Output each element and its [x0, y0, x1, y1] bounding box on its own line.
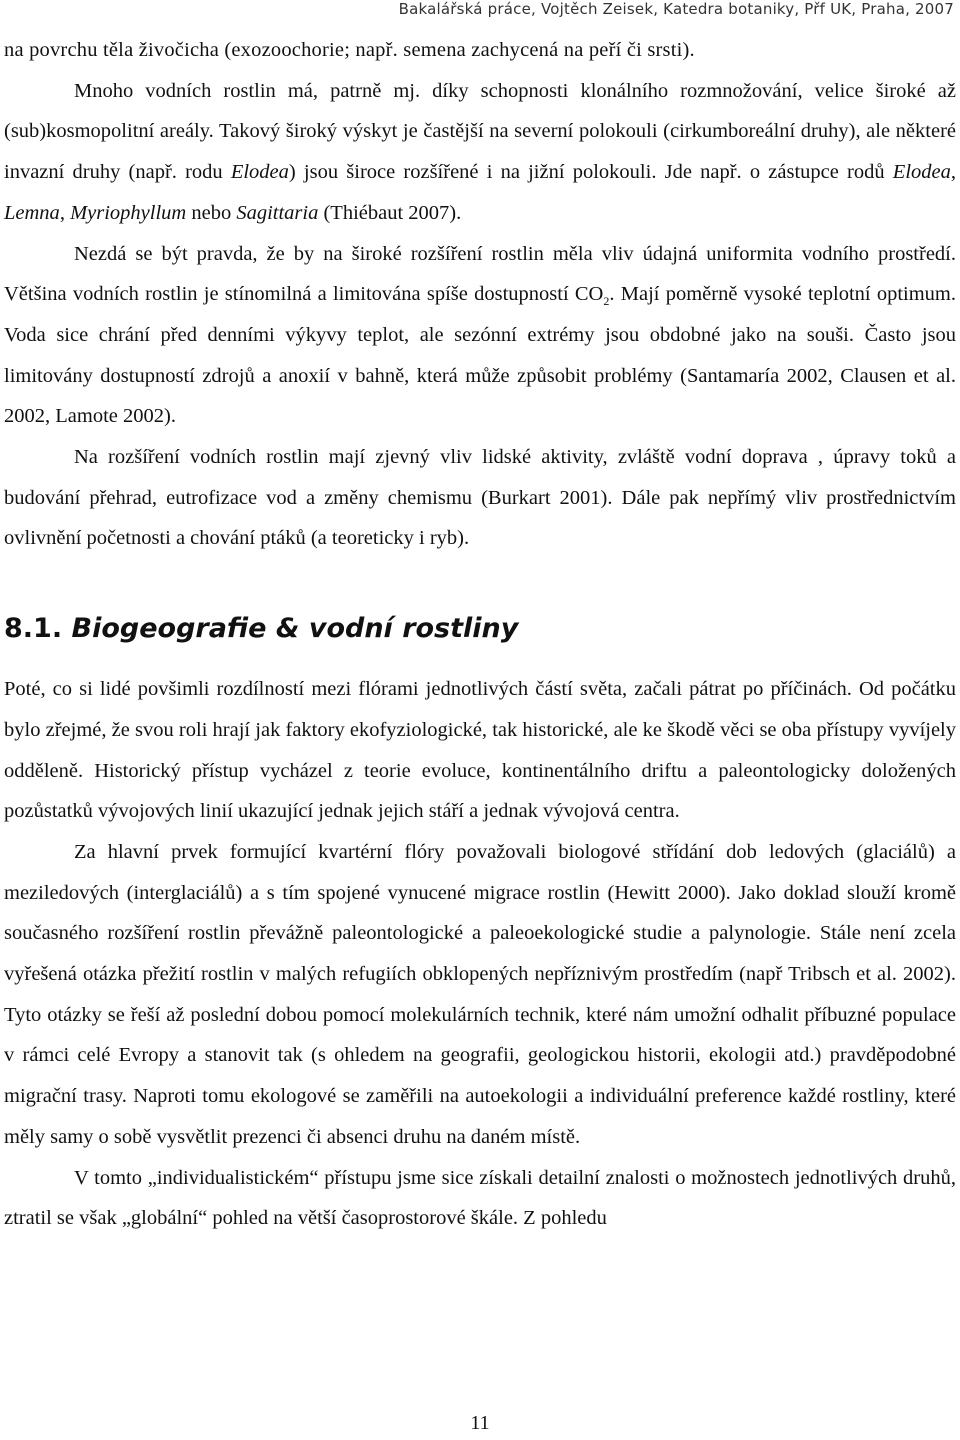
- paragraph-text: (Thiébaut 2007).: [318, 201, 462, 224]
- paragraph-human-impact: [4, 437, 956, 559]
- paragraph-text: Mnoho vodních rostlin má, patrně mj. díky schopnosti klonálního rozmnožování, velice široké až (sub)kosmopolitní areály. Takový široký výskyt je častější na severní polokouli (cirkumboreální druhy), ale některé invazní druhy (např. rodu: [4, 79, 956, 184]
- taxon-name: Elodea: [892, 161, 951, 184]
- section-number: 8.1.: [4, 613, 63, 645]
- paragraph-text: ,: [59, 201, 71, 224]
- paragraph-individualistic: V tomto „individualistickém“ přístupu jsme sice získali detailní znalosti o možnostech jednotlivých druhů, ztratil se však „globální“ pohled na větší časoprostorové škále. Z pohledu: [4, 1166, 956, 1230]
- taxon-name: Elodea: [230, 161, 289, 184]
- page-content: [4, 30, 956, 1239]
- paragraph-text: Na rozšíření vodních rostlin mají zjevný vliv lidské aktivity, zvláště vodní doprava , úpravy toků a budování přehrad, eutrofizace vod a změny chemismu (Burkart 2001). Dále pak nepřímý vliv prostřednictvím ovlivnění početnosti a chování ptáků (a teoreticky i ryb).: [4, 446, 956, 550]
- paragraph-distribution: [4, 71, 956, 234]
- taxon-name: Myriophyllum: [70, 201, 187, 224]
- section-title: Biogeografie & vodní rostliny: [71, 613, 519, 645]
- paragraph-text: ) jsou široce rozšířené i na jižní polokouli. Jde např. o zástupce rodů: [288, 161, 893, 184]
- subscript: 2: [603, 294, 610, 309]
- paragraph-biogeography-intro: Poté, co si lidé povšimli rozdílností mezi flórami jednotlivých částí světa, začali pátrat po příčinách. Od počátku bylo zřejmé, že svou roli hrají jak faktory ekofyziologické, tak historické, ale ke škodě věci se oba přístupy vyvíjely odděleně. Historický přístup vycházel z teorie evoluce, kontinentálního driftu a paleontologicky doložených pozůstatků vývojových linií ukazující jednak jejich stáří a jednak vývojová centra.: [4, 678, 956, 823]
- paragraph-text: na povrchu těla živočicha (exozoochorie; např. semena zachycená na peří či srsti).: [4, 39, 695, 61]
- paragraph-text: Nezdá se být pravda, že by na široké rozšíření rostlin měla vliv údajná uniformita vodního prostředí. Většina vodních rostlin je stínomilná a limitována spíše dostupností CO: [4, 242, 956, 306]
- section-heading: [4, 607, 956, 651]
- taxon-name: Lemna: [4, 201, 60, 224]
- paragraph-text: . Mají poměrně vysoké teplotní optimum. Voda sice chrání před denními výkyvy teplot, ale sezónní extrémy jsou obdobné jako na souši. Často jsou limitovány dostupností zdrojů a anoxií v bahně, která může způsobit problémy (Santamaría 2002, Clausen et al. 2002, Lamote 2002).: [4, 283, 957, 428]
- taxon-name: Sagittaria: [236, 201, 319, 224]
- paragraph-text: ,: [950, 161, 956, 184]
- page-number: 11: [470, 1412, 490, 1434]
- paragraph-continuation: [4, 30, 956, 71]
- paragraph-text: nebo: [186, 201, 237, 224]
- paragraph-quaternary: Za hlavní prvek formující kvartérní flóry považovali biologové střídání dob ledových (glaciálů) a meziledových (interglaciálů) a s tím spojené vynucené migrace rostlin (Hewitt 2000). Jako doklad slouží kromě současného rozšíření rostlin převážně paleontologické a paleoekologické studie a palynologie. Stále není zcela vyřešená otázka přežití rostlin v malých refugiích obklopených nepříznivým prostředím (např Tribsch et al. 2002). Tyto otázky se řeší až poslední dobou pomocí molekulárních technik, které nám umožní odhalit příbuzné populace v rámci celé Evropy a stanovit tak (s ohledem na geografii, geologickou historii, ekologii atd.) pravděpodobné migrační trasy. Naproti tomu ekologové se zaměřili na autoekologii a individuální preference každé rostliny, které měly samy o sobě vysvětlit prezenci či absenci druhu na daném místě.: [4, 840, 956, 1148]
- paragraph-environment: [4, 234, 956, 438]
- running-header: Bakalářská práce, Vojtěch Zeisek, Katedra botaniky, Přf UK, Praha, 2007: [398, 0, 954, 18]
